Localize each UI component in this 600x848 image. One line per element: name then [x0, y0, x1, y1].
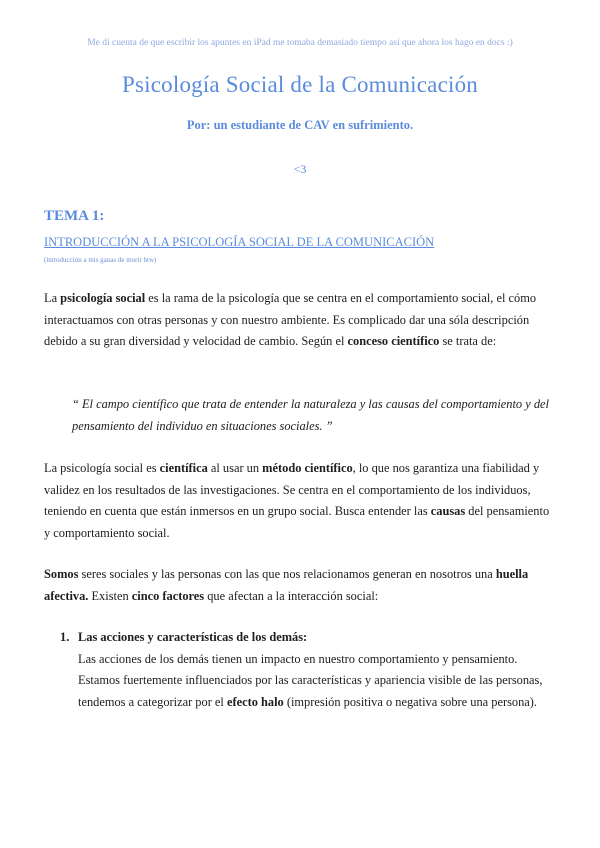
bold-term: causas: [430, 504, 466, 518]
text-run: Las acciones de los demás tienen un impacto en nuestro comportamiento y pensamiento. Estamos fuertemente influenciados por las características y apariencia visible de las personas, tendemos a categorizar por el: [78, 651, 543, 709]
document-subtitle: Por: un estudiante de CAV en sufrimiento.: [186, 118, 414, 132]
list-item-body: [78, 627, 556, 713]
bold-term: huella afectiva.: [44, 567, 529, 603]
paragraph-definition: [44, 288, 556, 353]
section-label: TEMA 1:: [44, 208, 105, 224]
list-item-number: 1.: [60, 630, 70, 644]
bold-term: científica: [159, 461, 208, 475]
section-title: INTRODUCCIÓN A LA PSICOLOGÍA SOCIAL DE LA COMUNICACIÓN: [44, 235, 435, 249]
bold-term: Somos: [44, 567, 79, 581]
text-run: seres sociales y las personas con las que nos relacionamos generan en nosotros una: [78, 567, 496, 581]
text-run: La psicología social es: [44, 461, 160, 475]
paragraph-scientific: [44, 458, 556, 544]
text-run: La: [44, 291, 61, 305]
text-run: (impresión positiva o negativa sobre una persona).: [283, 694, 538, 709]
document-title: Psicología Social de la Comunicación: [122, 72, 478, 97]
section-note: (introducción a mis ganas de morir btw): [44, 256, 157, 264]
bold-term: psicología social: [60, 291, 146, 305]
bold-term: cinco factores: [131, 588, 205, 603]
text-run: al usar un: [207, 461, 263, 475]
text-run: , lo que nos garantiza una fiabilidad y validez en los resultados de las investigaciones. Se centra en el comportamiento de los individuos, teniendo en cuenta que están inmersos en un grupo social. Busca entender las: [44, 461, 540, 518]
top-note: Me di cuenta de que escribir los apuntes en iPad me tomaba demasiado tiempo así que ahora los hago en docs :): [87, 38, 513, 48]
bold-term: efecto halo: [226, 694, 284, 709]
text-run: del pensamiento y comportamiento social.: [44, 504, 550, 540]
list-item: [60, 627, 556, 713]
list-item-heading: Las acciones y características de los demás:: [78, 630, 308, 644]
paragraph-social-beings: [44, 564, 556, 607]
bold-term: conceso científico: [347, 334, 440, 348]
text-run: es la rama de la psicología que se centra en el comportamiento social, el cómo interactuamos con otras personas y con nuestro ambiente. Es complicado dar una sóla descripción debido a su gran diversidad y velocidad de cambio. Según el: [44, 291, 537, 348]
heart-text: <3: [293, 162, 307, 176]
text-run: que afectan a la interacción social:: [204, 588, 379, 603]
list-item-text: [78, 649, 556, 714]
bold-term: método científico: [262, 461, 353, 475]
text-run: Existen: [88, 588, 132, 603]
definition-quote: “ El campo científico que trata de entender la naturaleza y las causas del comportamiento y del pensamiento del individuo en situaciones sociales. ”: [72, 397, 549, 433]
text-run: se trata de:: [439, 334, 497, 348]
